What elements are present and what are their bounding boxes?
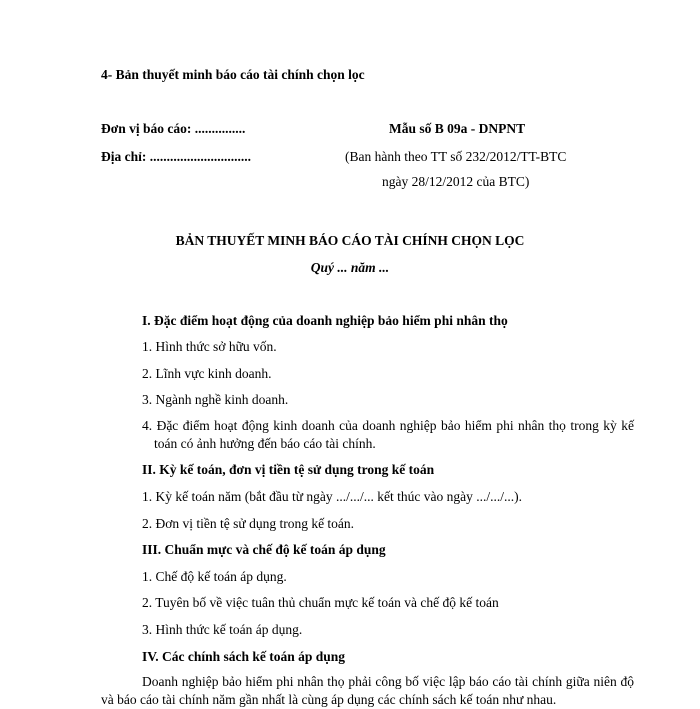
document-title: BẢN THUYẾT MINH BÁO CÁO TÀI CHÍNH CHỌN LỌC	[175, 233, 525, 248]
section-heading: 4- Bản thuyết minh báo cáo tài chính chọn lọc	[101, 67, 365, 82]
section-2-item-1: 1. Kỳ kế toán năm (bắt đầu từ ngày .../.../... kết thúc vào ngày .../.../...).	[142, 489, 522, 504]
form-number: Mẫu số B 09a - DNPNT	[389, 121, 526, 136]
issued-by-line2: ngày 28/12/2012 của BTC)	[382, 174, 530, 189]
reporting-unit-label: Đơn vị báo cáo: ...............	[101, 121, 246, 136]
section-3-heading: III. Chuẩn mực và chế độ kế toán áp dụng	[142, 542, 386, 557]
section-3-item-1: 1. Chế độ kế toán áp dụng.	[142, 569, 287, 584]
section-4-heading: IV. Các chính sách kế toán áp dụng	[142, 649, 346, 664]
section-3-item-2: 2. Tuyên bố về việc tuân thủ chuẩn mực kế toán và chế độ kế toán	[142, 595, 499, 610]
section-1-item-2: 2. Lĩnh vực kinh doanh.	[142, 366, 272, 381]
document-subtitle: Quý ... năm ...	[310, 260, 390, 275]
issued-by-line1: (Ban hành theo TT số 232/2012/TT-BTC	[345, 149, 567, 164]
section-1-heading: I. Đặc điểm hoạt động của doanh nghiệp bảo hiểm phi nhân thọ	[142, 313, 508, 328]
section-1-item-3: 3. Ngành nghề kinh doanh.	[142, 392, 289, 407]
section-2-item-2: 2. Đơn vị tiền tệ sử dụng trong kế toán.	[142, 516, 355, 531]
section-3-item-3: 3. Hình thức kế toán áp dụng.	[142, 622, 303, 637]
section-1-item-4	[142, 417, 634, 453]
section-4-paragraph: Doanh nghiệp bảo hiểm phi nhân thọ phải công bố việc lập báo cáo tài chính giữa niên độ và báo cáo tài chính năm gần nhất là cùng áp dụng các chính sách kế toán như nhau.	[101, 674, 634, 707]
address-label: Địa chỉ: ..............................	[101, 149, 251, 164]
section-2-heading: II. Kỳ kế toán, đơn vị tiền tệ sử dụng trong kế toán	[142, 462, 435, 477]
section-1-item-4-text: 4. Đặc điểm hoạt động kinh doanh của doanh nghiệp bảo hiểm phi nhân thọ trong kỳ kế toán có ảnh hưởng đến báo cáo tài chính.	[142, 418, 634, 451]
section-1-item-1: 1. Hình thức sở hữu vốn.	[142, 339, 277, 354]
